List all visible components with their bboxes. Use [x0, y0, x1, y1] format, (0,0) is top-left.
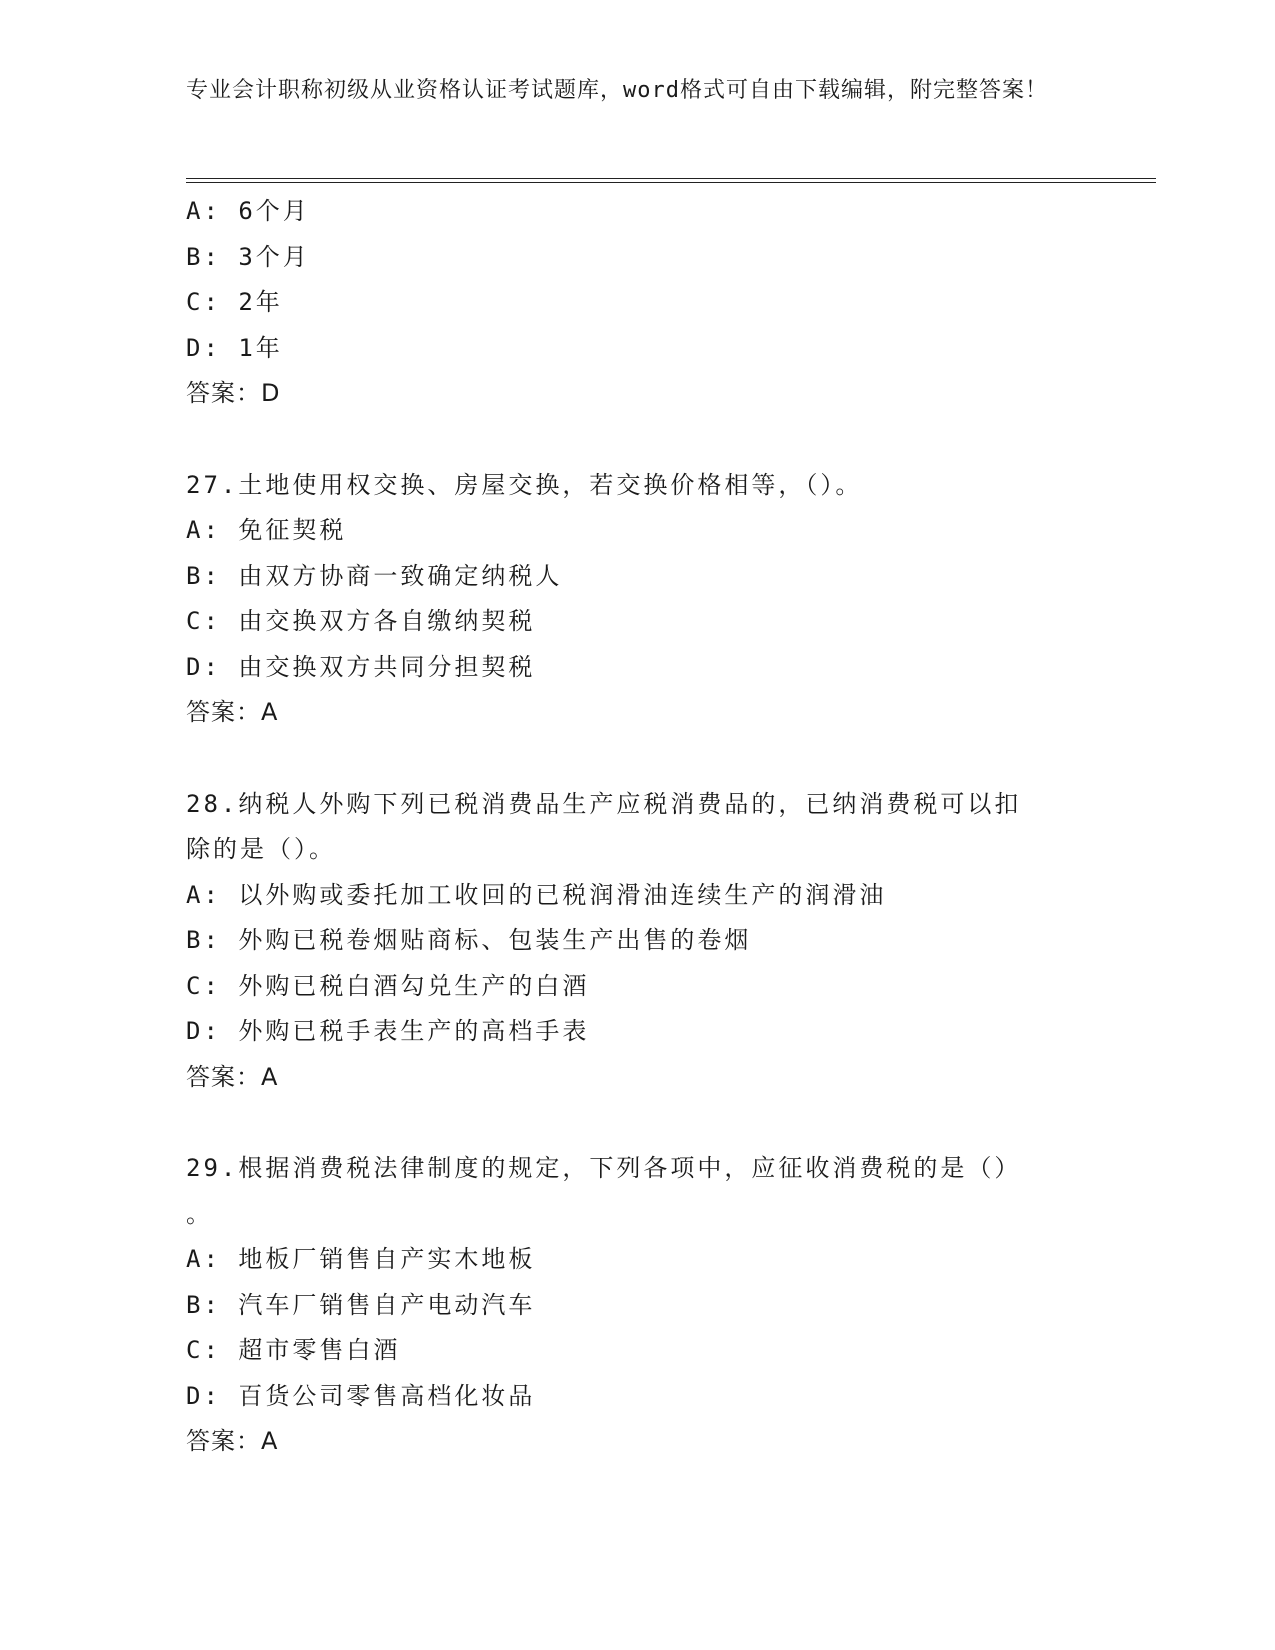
answer: 答案：A — [186, 1062, 279, 1091]
option-c: C: 外购已税白酒勾兑生产的白酒 — [186, 971, 590, 1000]
option-a: A: 免征契税 — [186, 516, 347, 544]
question-27 — [186, 463, 1116, 736]
option-c: C: 超市零售白酒 — [186, 1336, 401, 1364]
option-a: A: 以外购或委托加工收回的已税润滑油连续生产的润滑油 — [186, 880, 887, 909]
option-b: B: 3个月 — [186, 242, 310, 271]
question-stem-line-1: 28.纳税人外购下列已税消费品生产应税消费品的，已纳消费税可以扣 — [186, 789, 1022, 818]
option-d: D: 1年 — [186, 333, 283, 362]
page-header: 专业会计职称初级从业资格认证考试题库，word格式可自由下载编辑，附完整答案！ — [186, 78, 1048, 103]
question-29 — [186, 1146, 1116, 1465]
option-d: D: 外购已税手表生产的高档手表 — [186, 1017, 590, 1045]
question-26 — [186, 189, 1116, 417]
option-d: D: 百货公司零售高档化妆品 — [186, 1381, 536, 1410]
question-gap — [186, 736, 1116, 782]
option-c: C: 由交换双方各自缴纳契税 — [186, 607, 536, 635]
question-stem-line-2: 。 — [186, 1199, 213, 1228]
header-rule-bottom — [186, 182, 1156, 183]
option-d: D: 由交换双方共同分担契税 — [186, 652, 536, 681]
answer: 答案：A — [186, 1427, 279, 1455]
option-a: A: 6个月 — [186, 197, 310, 225]
option-c: C: 2年 — [186, 288, 283, 316]
question-28 — [186, 782, 1116, 1101]
question-stem-line-1: 29.根据消费税法律制度的规定，下列各项中，应征收消费税的是（） — [186, 1154, 1022, 1182]
option-a: A: 地板厂销售自产实木地板 — [186, 1245, 536, 1273]
answer: 答案：A — [186, 698, 279, 726]
header-rule-top — [186, 178, 1156, 179]
question-gap — [186, 1100, 1116, 1146]
option-b: B: 汽车厂销售自产电动汽车 — [186, 1290, 536, 1319]
question-list — [186, 189, 1116, 1465]
option-b: B: 外购已税卷烟贴商标、包装生产出售的卷烟 — [186, 926, 752, 954]
option-b: B: 由双方协商一致确定纳税人 — [186, 561, 563, 590]
question-stem-line-2: 除的是（）。 — [186, 835, 336, 863]
question-gap — [186, 417, 1116, 463]
answer: 答案：D — [186, 379, 281, 407]
question-stem: 27.土地使用权交换、房屋交换，若交换价格相等，（）。 — [186, 470, 863, 499]
